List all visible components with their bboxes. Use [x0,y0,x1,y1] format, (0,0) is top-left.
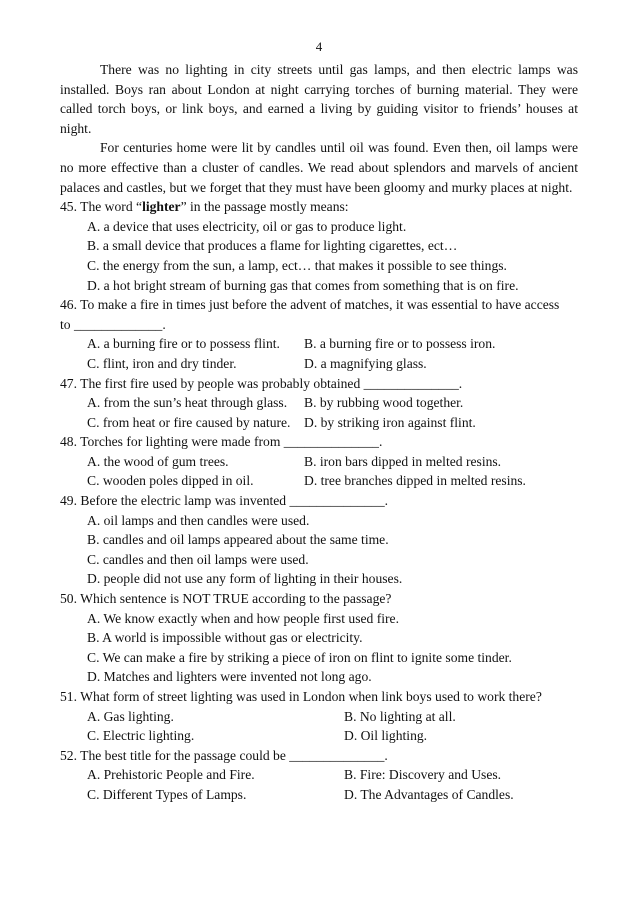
question-46 [60,295,578,373]
question-52-option-d: D. The Advantages of Candles. [344,786,514,802]
document-body [60,60,578,805]
question-48-option-a: A. the wood of gum trees. [87,453,229,469]
question-47-option-c: C. from heat or fire caused by nature. [87,414,291,430]
question-51-option-b: B. No lighting at all. [344,708,456,724]
question-52-stem: 52. The best title for the passage could be ______________. [60,747,388,763]
question-47-option-b: B. by rubbing wood together. [304,395,464,411]
question-50-stem: 50. Which sentence is NOT TRUE according to the passage? [60,591,392,607]
question-49-option-b: B. candles and oil lamps appeared about the same time. [87,532,389,548]
question-50-option-b: B. A world is impossible without gas or electricity. [87,630,363,646]
question-51-option-d: D. Oil lighting. [344,728,428,744]
question-51-stem: 51. What form of street lighting was used in London when link boys used to work there? [60,689,542,704]
question-51-options-row-1 [60,707,578,727]
question-46-option-a: A. a burning fire or to possess flint. [87,336,280,352]
question-46-option-b: B. a burning fire or to possess iron. [304,336,496,352]
question-48-options-row-2 [60,471,578,491]
passage-paragraph-1: There was no lighting in city streets until gas lamps, and then electric lamps was installed. Boys ran about London at night carrying torches of burning material. They were called torch boys, or link boys, and earned a living by guiding visitor to friends’ houses at night. [60,62,578,136]
question-50-option-d: D. Matches and lighters were invented not long ago. [87,669,372,685]
question-45-keyword: lighter [142,199,181,215]
question-52-option-a: A. Prehistoric People and Fire. [87,767,255,783]
question-51-option-a: A. Gas lighting. [87,708,174,724]
question-47-option-d: D. by striking iron against flint. [304,414,476,430]
question-48-option-c: C. wooden poles dipped in oil. [87,473,254,489]
question-50 [60,589,578,687]
question-50-option-a: A. We know exactly when and how people first used fire. [87,610,399,626]
question-52-option-c: C. Different Types of Lamps. [87,786,247,802]
passage-paragraph-2: For centuries home were lit by candles until oil was found. Even then, oil lamps were no more effective than a cluster of candles. We read about splendors and marvels of ancient palaces and castles, but we forget that they must have been gloomy and murky places at night. [60,140,578,195]
question-46-option-d: D. a magnifying glass. [304,355,427,371]
question-48-options-row-1 [60,452,578,472]
question-46-stem-line-1: 46. To make a fire in times just before the advent of matches, it was essential to have access [60,297,560,313]
question-50-option-c: C. We can make a fire by striking a piece of iron on flint to ignite some tinder. [87,649,512,665]
question-47 [60,374,578,433]
question-52-options-row-1 [60,765,578,785]
question-49-stem: 49. Before the electric lamp was invented ______________. [60,493,389,509]
question-45-stem [60,197,578,217]
page-number: 4 [315,39,323,54]
question-48-stem: 48. Torches for lighting were made from ______________. [60,434,383,450]
question-52-option-b: B. Fire: Discovery and Uses. [344,767,502,783]
question-46-options-row-1 [60,334,578,354]
question-52 [60,746,578,805]
question-46-option-c: C. flint, iron and dry tinder. [87,355,237,371]
question-48-option-b: B. iron bars dipped in melted resins. [304,453,502,469]
question-47-stem: 47. The first fire used by people was probably obtained ______________. [60,375,463,391]
question-49-option-d: D. people did not use any form of lighting in their houses. [87,571,403,587]
question-45 [60,197,578,295]
question-49-option-c: C. candles and then oil lamps were used. [87,551,309,567]
question-45-option-a: A. a device that uses electricity, oil or gas to produce light. [87,218,407,234]
question-45-stem-end: ” in the passage mostly means: [180,199,349,215]
question-49 [60,491,578,589]
question-51-option-c: C. Electric lighting. [87,728,195,744]
question-47-option-a: A. from the sun’s heat through glass. [87,395,288,411]
question-49-option-a: A. oil lamps and then candles were used. [87,512,310,528]
question-48-option-d: D. tree branches dipped in melted resins. [304,473,526,489]
question-47-options-row-2 [60,413,578,433]
question-46-stem-line-2: to _____________. [60,316,166,332]
question-45-option-d: D. a hot bright stream of burning gas that comes from something that is on fire. [87,277,519,293]
question-45-option-c: C. the energy from the sun, a lamp, ect… that makes it possible to see things. [87,257,507,273]
question-46-options-row-2 [60,354,578,374]
question-45-stem-start: 45. The word “ [60,199,143,215]
question-52-options-row-2 [60,785,578,805]
question-47-options-row-1 [60,393,578,413]
question-48 [60,432,578,491]
question-45-option-b: B. a small device that produces a flame for lighting cigarettes, ect… [87,238,458,254]
question-51-options-row-2 [60,726,578,746]
question-51 [60,687,578,746]
